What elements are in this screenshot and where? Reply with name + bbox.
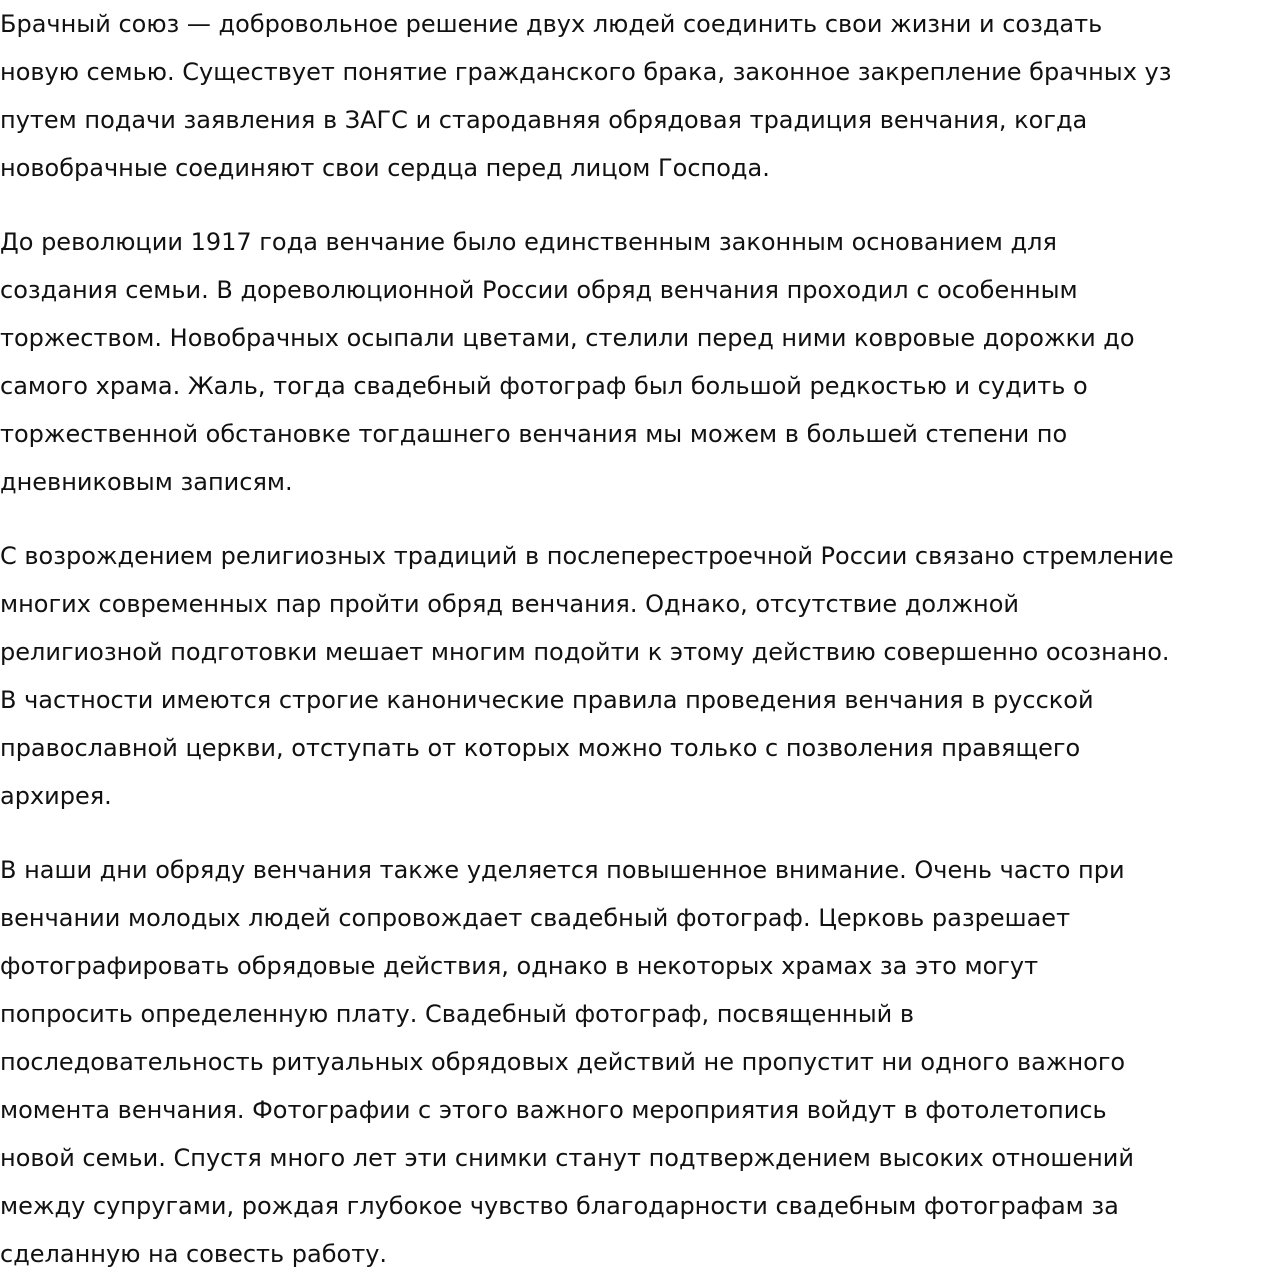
text-line: В наши дни обряду венчания также уделяется повышенное внимание. Очень часто при bbox=[0, 856, 1125, 884]
text-line: момента венчания. Фотографии с этого важного мероприятия войдут в фотолетопись bbox=[0, 1096, 1107, 1124]
text-line: сделанную на совесть работу. bbox=[0, 1240, 388, 1268]
text-line: последовательность ритуальных обрядовых действий не пропустит ни одного важного bbox=[0, 1048, 1126, 1076]
text-line: самого храма. Жаль, тогда свадебный фотограф был большой редкостью и судить о bbox=[0, 372, 1088, 400]
text-line: дневниковым записям. bbox=[0, 468, 293, 496]
text-line: многих современных пар пройти обряд венчания. Однако, отсутствие должной bbox=[0, 590, 1019, 618]
text-line: торжеством. Новобрачных осыпали цветами, стелили перед ними ковровые дорожки до bbox=[0, 324, 1135, 352]
text-line: новобрачные соединяют свои сердца перед лицом Господа. bbox=[0, 154, 770, 182]
text-line: торжественной обстановке тогдашнего венчания мы можем в большей степени по bbox=[0, 420, 1068, 448]
text-line: Брачный союз — добровольное решение двух людей соединить свои жизни и создать bbox=[0, 10, 1103, 38]
text-line: между супругами, рождая глубокое чувство благодарности свадебным фотографам за bbox=[0, 1192, 1119, 1220]
text-line: попросить определенную плату. Свадебный фотограф, посвященный в bbox=[0, 1000, 915, 1028]
paragraph-4 bbox=[0, 846, 1270, 1278]
text-line: С возрождением религиозных традиций в послеперестроечной России связано стремление bbox=[0, 542, 1174, 570]
text-line: православной церкви, отступать от которых можно только с позволения правящего bbox=[0, 734, 1081, 762]
paragraph-1 bbox=[0, 0, 1270, 192]
text-line: венчании молодых людей сопровождает свадебный фотограф. Церковь разрешает bbox=[0, 904, 1071, 932]
text-line: религиозной подготовки мешает многим подойти к этому действию совершенно осознано. bbox=[0, 638, 1170, 666]
text-line: создания семьи. В дореволюционной России обряд венчания проходил с особенным bbox=[0, 276, 1078, 304]
text-line: новой семьи. Спустя много лет эти снимки станут подтверждением высоких отношений bbox=[0, 1144, 1134, 1172]
text-line: новую семью. Существует понятие гражданского брака, законное закрепление брачных уз bbox=[0, 58, 1172, 86]
paragraph-2 bbox=[0, 218, 1270, 506]
text-line: путем подачи заявления в ЗАГС и стародавняя обрядовая традиция венчания, когда bbox=[0, 106, 1088, 134]
text-line: фотографировать обрядовые действия, однако в некоторых храмах за это могут bbox=[0, 952, 1039, 980]
text-line: До революции 1917 года венчание было единственным законным основанием для bbox=[0, 228, 1057, 256]
paragraph-3 bbox=[0, 532, 1270, 820]
text-line: архирея. bbox=[0, 782, 112, 810]
text-line: В частности имеются строгие канонические правила проведения венчания в русской bbox=[0, 686, 1094, 714]
